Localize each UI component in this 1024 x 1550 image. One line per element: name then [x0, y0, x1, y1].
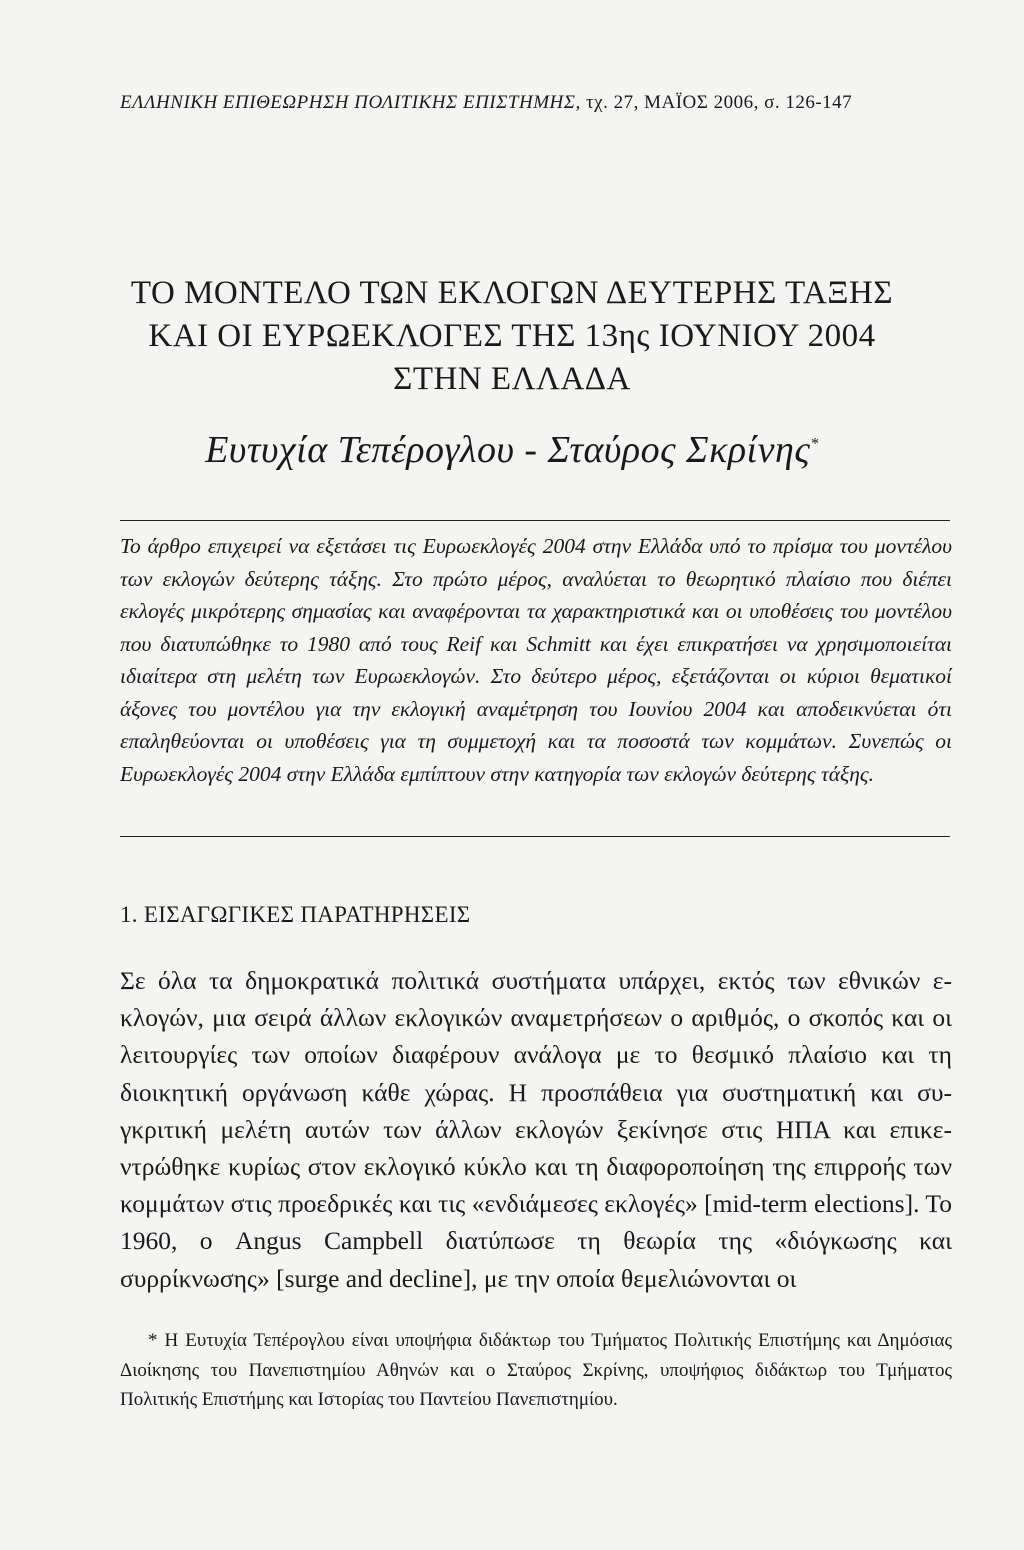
title-line-1: ΤΟ ΜΟΝΤΕΛΟ ΤΩΝ ΕΚΛΟΓΩΝ ΔΕΥΤΕΡΗΣ ΤΑΞΗΣ: [130, 275, 894, 311]
author-names: Ευτυχία Τεπέρογλου - Σταύρος Σκρίνης: [205, 429, 811, 471]
issue-details: τχ. 27, ΜΑΪΟΣ 2006, σ. 126-147: [580, 92, 853, 113]
authors-line: [100, 428, 924, 472]
title-line-2: ΚΑΙ ΟΙ ΕΥΡΩΕΚΛΟΓΕΣ ΤΗΣ 13ης ΙΟΥΝΙΟΥ 2004: [148, 318, 876, 354]
author-footnote-marker: *: [810, 435, 819, 453]
section-heading: 1. ΕΙΣΑΓΩΓΙΚΕΣ ΠΑΡΑΤΗΡΗΣΕΙΣ: [120, 902, 471, 927]
abstract-bottom-rule: [120, 836, 950, 837]
abstract: Το άρθρο επιχειρεί να εξετάσει τις Ευρωεκλογές 2004 στην Ελλάδα υπό το πρίσμα του μοντέλου των εκλογών δεύτερης τάξης. Στο πρώτο μέρος, αναλύεται το θεωρητικό πλαίσιο που διέπει εκλογές μικρότερης σημασίας και αναφέρονται τα χαρακτηριστικά και οι υποθέσεις του μοντέλου που διατυπώθηκε το 1980 από τους Reif και Schmitt και έχει επικρατήσει να χρησιμοποιείται ιδιαίτερα στη μελέτη των Ευρωεκλογών. Στο δεύτερο μέρος, εξετάζονται οι κύριοι θεματικοί άξονες του μοντέλου για την εκλογική αναμέτρηση του Ιουνίου 2004 και αποδεικνύεται ότι επαληθεύονται οι υποθέσεις για τη συμμετοχή και τα ποσοστά των κομμάτων. Συνεπώς οι Ευρωεκλογές 2004 στην Ελλάδα εμπίπτουν στην κατηγορία των εκλογών δεύτερης τάξης.: [120, 534, 952, 786]
running-header: [120, 92, 940, 114]
abstract-top-rule: [120, 520, 950, 521]
journal-name: ΕΛΛΗΝΙΚΗ ΕΠΙΘΕΩΡΗΣΗ ΠΟΛΙΤΙΚΗΣ ΕΠΙΣΤΗΜΗΣ,: [120, 92, 581, 113]
body-paragraph: Σε όλα τα δημοκρατικά πολιτικά συστήματα υπάρχει, εκτός των εθνικών εκλογών, μια σειρά άλλων εκλογικών αναμετρήσεων ο αριθμός, ο σκοπός και οι λειτουργίες των οποίων διαφέρουν ανάλογα με το θεσμικό πλαίσιο και τη διοικητική οργάνωση κάθε χώρας. Η προσπάθεια για συστηματική και συγκριτική μελέτη αυτών των άλλων εκλογών ξεκίνησε στις ΗΠΑ και επικεντρώθηκε κυρίως στον εκλογικό κύκλο και τη διαφοροποίηση της επιρροής των κομμάτων στις προεδρικές και τις «ενδιάμεσες εκλογές» [mid-term elections]. Το 1960, ο Angus Campbell διατύπωσε τη θεωρία της «διόγκωσης και συρρίκνωσης» [surge and decline], με την οποία θεμελιώνονται οι: [120, 966, 952, 1293]
title-line-3: ΣΤΗΝ ΕΛΛΑΔΑ: [393, 361, 631, 397]
footnote: * Η Ευτυχία Τεπέρογλου είναι υποψήφια διδάκτωρ του Τμήματος Πολιτικής Επιστήμης και Δημόσιας Διοίκησης του Πανεπιστημίου Αθηνών και ο Σταύρος Σκρίνης, υποψήφιος διδάκτωρ του Τμήματος Πολιτικής Επιστήμης και Ιστορίας του Παντείου Πανεπιστημίου.: [120, 1330, 952, 1410]
article-title: [100, 272, 924, 401]
